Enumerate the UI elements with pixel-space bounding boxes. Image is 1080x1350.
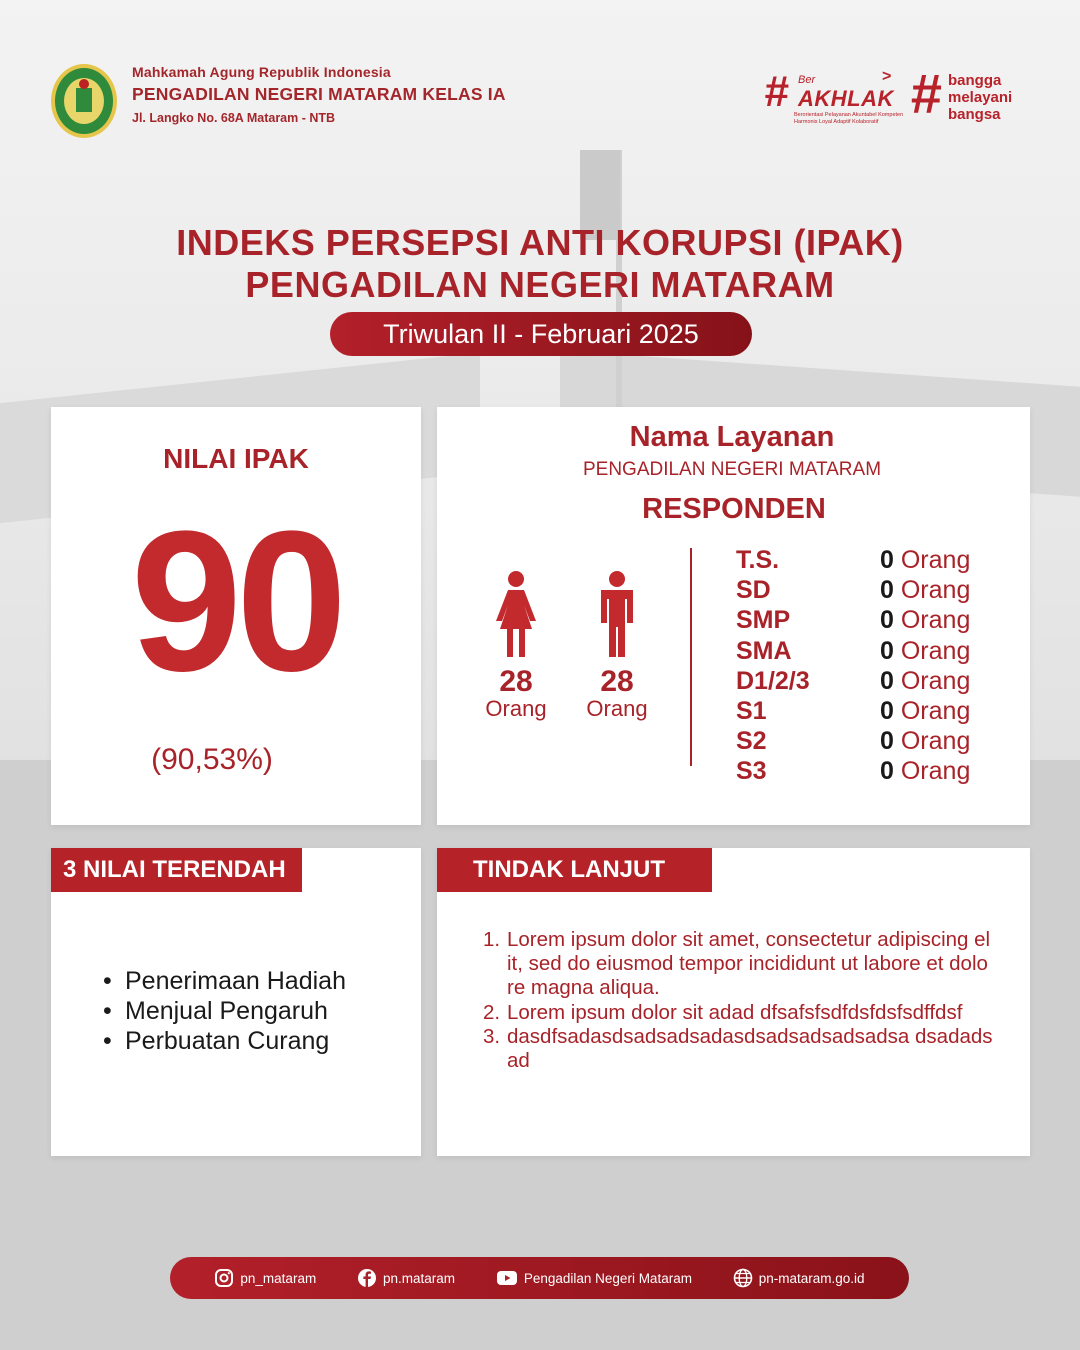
education-row: S3 0 Orang (736, 757, 971, 786)
follow-up-list (483, 928, 993, 1073)
list-item: • Perbuatan Curang (103, 1026, 346, 1056)
instagram-icon (214, 1268, 234, 1288)
court-address: Jl. Langko No. 68A Mataram - NTB (132, 111, 336, 125)
lowest-values-title: 3 NILAI TERENDAH (51, 848, 302, 892)
berakhlak-logo: # Ber AKHLAK > Berorientasi Pelayanan Akuntabel Kompeten Harmonis Loyal Adaptif Kolaboratif (764, 67, 904, 125)
court-name: PENGADILAN NEGERI MATARAM KELAS IA (132, 84, 506, 104)
youtube-link[interactable]: Pengadilan Negeri Mataram (496, 1270, 692, 1286)
respondents-card (437, 407, 1030, 825)
period-badge: Triwulan II - Februari 2025 (330, 312, 752, 356)
ipak-value: 90 (130, 490, 342, 713)
female-icon (494, 571, 538, 657)
facebook-icon (357, 1268, 377, 1288)
list-item: 1. Lorem ipsum dolor sit amet, consectetur adipiscing elit, sed do eiusmod tempor incididunt ut labore et dolore magna aliqua. (483, 928, 991, 1000)
male-icon (595, 571, 639, 657)
court-logo (50, 62, 118, 140)
bangga-melayani-bangsa-logo: # bangga melayani bangsa (910, 62, 1013, 125)
ipak-percent: (90,53%) (151, 743, 273, 776)
follow-up-card (437, 848, 1030, 1156)
follow-up-title: TINDAK LANJUT (437, 848, 712, 892)
respondents-divider (690, 548, 692, 766)
list-item: • Penerimaan Hadiah (103, 966, 346, 996)
female-respondents (476, 571, 556, 721)
youtube-icon (496, 1270, 518, 1286)
list-item: 2. Lorem ipsum dolor sit adad dfsafsfsdfdsfdsfsdffdsf (483, 1000, 963, 1024)
education-row: S1 0 Orang (736, 696, 971, 725)
service-title: Nama Layanan (629, 421, 835, 453)
male-unit: Orang (586, 696, 648, 721)
page-subtitle: PENGADILAN NEGERI MATARAM (245, 264, 835, 305)
education-row: T.S. 0 Orang (736, 546, 971, 574)
education-row: SD 0 Orang (736, 576, 971, 605)
respondents-title: RESPONDEN (642, 493, 826, 525)
website-link[interactable]: pn-mataram.go.id (733, 1268, 865, 1288)
female-count: 28 (499, 665, 533, 698)
page-title: INDEKS PERSEPSI ANTI KORUPSI (IPAK) (176, 222, 904, 263)
list-item: • Menjual Pengaruh (103, 996, 346, 1026)
education-row: D1/2/3 0 Orang (736, 666, 971, 695)
female-unit: Orang (485, 696, 547, 721)
lowest-values-card (51, 848, 421, 1156)
list-item: 3. dasdfsadasdsadsadsadasdsadsadsadsadsa dsadadsad (483, 1024, 993, 1073)
facebook-link[interactable]: pn.mataram (357, 1268, 455, 1288)
social-footer (170, 1257, 909, 1299)
education-row: SMA 0 Orang (736, 636, 971, 665)
globe-icon (733, 1268, 753, 1288)
lowest-values-list (103, 966, 346, 1056)
header-institution (132, 64, 506, 125)
service-subtitle: PENGADILAN NEGERI MATARAM (582, 459, 882, 480)
ipak-score-card (51, 407, 421, 825)
education-row: S2 0 Orang (736, 727, 971, 756)
education-list (736, 545, 1016, 787)
male-respondents (577, 571, 657, 721)
education-row: SMP 0 Orang (736, 606, 971, 635)
ipak-label: NILAI IPAK (163, 443, 309, 474)
instagram-link[interactable]: pn_mataram (214, 1268, 316, 1288)
supreme-court-name: Mahkamah Agung Republik Indonesia (132, 64, 391, 80)
male-count: 28 (600, 665, 634, 698)
